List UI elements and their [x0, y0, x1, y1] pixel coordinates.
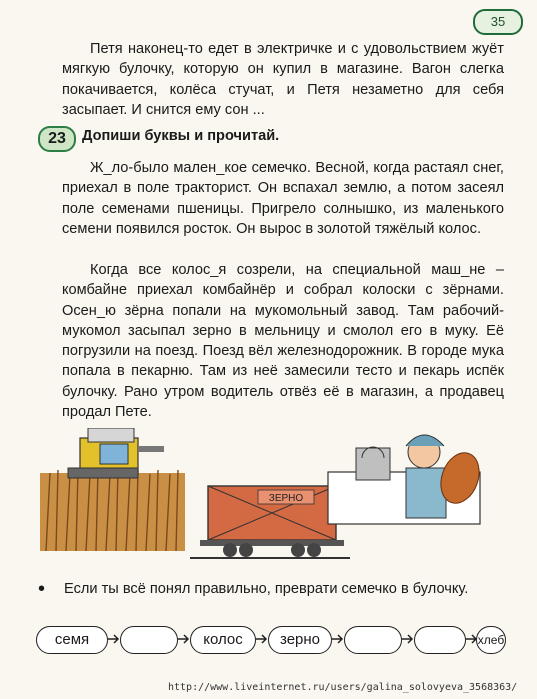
wagon-label: ЗЕРНО [268, 493, 304, 504]
story-paragraph-1: Ж_ло-было мален_кое семечко. Весной, когда растаял снег, приехал в поле тракторист. Он вспахал землю, а потом засеял поле семенами пшеницы. Пригрело солнышко, из маленького семени появился росток. Он вырос в золотой тяжёлый колос. [62, 160, 504, 237]
chain-oval-grain: зерно [268, 626, 332, 654]
chain-oval-bread: хлеб [476, 626, 506, 654]
page-number: 35 [473, 9, 523, 35]
instruction-text: Если ты всё понял правильно, преврати семечко в булочку. [64, 581, 469, 597]
arrow-right-icon [254, 632, 268, 646]
task-number-badge: 23 [38, 126, 76, 152]
transformation-chain [36, 624, 506, 658]
arrow-right-icon [176, 632, 190, 646]
grain-wagon-icon [190, 486, 350, 558]
task-title: Допиши буквы и прочитай. [82, 128, 280, 144]
chain-oval-blank-2[interactable] [344, 626, 402, 654]
story-illustration [40, 428, 500, 568]
source-url: http://www.liveinternet.ru/users/galina_solovyeva_3568363/ [168, 682, 518, 693]
chain-oval-blank-1[interactable] [120, 626, 178, 654]
chain-oval-blank-3[interactable] [414, 626, 466, 654]
combine-harvester-icon [40, 428, 185, 551]
story-paragraph-2: Когда все колос_я созрели, на специальной маш_не – комбайне приехал комбайнёр и собрал колоски с зёрнами. Осен_ю зёрна попали на мукомольный завод. Там рабочий-мукомол засыпал зерно в мельницу и смолол его в муку. Её погрузили на поезд. Поезд вёл железнодорожник. В городе мука попала в пекарню. Там из неё замесили тесто и пекарь испёк булочку. Рано утром водитель отвёз её в магазин, а продавец продал Пете. [62, 262, 504, 421]
chain-oval-ear: колос [190, 626, 256, 654]
intro-paragraph: Петя наконец-то едет в электричке и с удовольствием жуёт мягкую булочку, которую он купил в магазине. Вагон слегка покачивается, колёса стучат, и Петя незаметно для себя засыпает. И снится ему сон ... [62, 41, 504, 118]
arrow-right-icon [400, 632, 414, 646]
arrow-right-icon [330, 632, 344, 646]
instruction-bullet: • [38, 578, 46, 600]
shop-seller-icon [328, 435, 486, 524]
chain-oval-seed: семя [36, 626, 108, 654]
arrow-right-icon [106, 632, 120, 646]
